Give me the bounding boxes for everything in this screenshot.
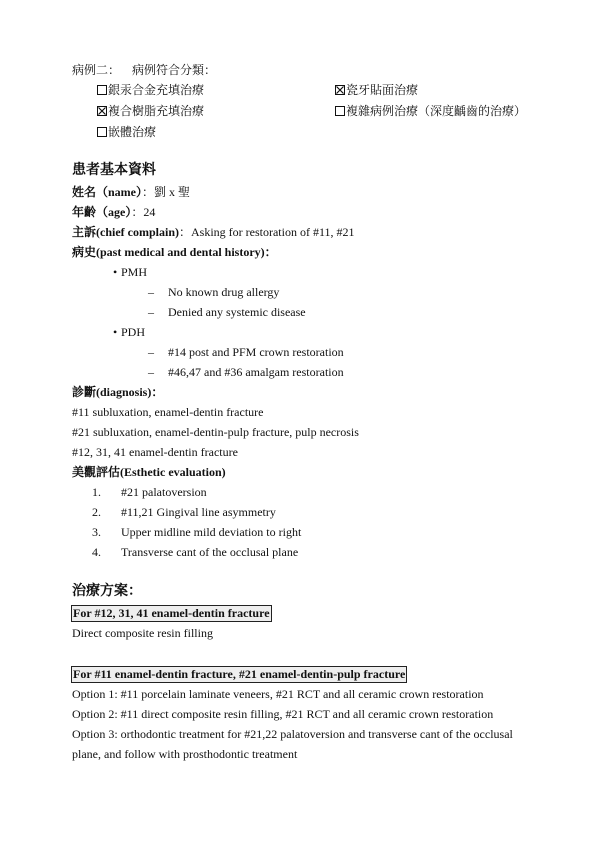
list-item [72,362,600,382]
treatment-group-title [72,603,600,623]
history-group-label: PMH [121,265,148,279]
complaint-value: ：Asking for restoration of #11, #21 [179,225,355,239]
list-item [72,542,600,562]
checkbox-icon [335,106,345,116]
complaint-label: 主訴(chief complain) [72,225,179,239]
history-item: #14 post and PFM crown restoration [168,345,344,359]
dash-icon: – [148,305,154,319]
history-item: Denied any systemic disease [168,305,306,319]
case-number-label: 病例二： [72,63,121,77]
list-item [72,302,600,322]
esthetic-label: 美觀評估(Esthetic evaluation) [72,465,226,479]
item-number: 2. [92,505,101,519]
history-group-pdh [72,322,600,342]
name-value: ：劉 x 聖 [142,185,191,199]
treatment-line: Direct composite resin filling [72,626,213,640]
category-label: 複合樹脂充填治療 [108,104,205,118]
patient-heading: 患者基本資料 [72,163,156,178]
patient-name-line [72,182,600,202]
category-amalgam [97,80,335,101]
checkbox-icon [335,85,345,95]
history-item: No known drug allergy [168,285,280,299]
history-label: 病史(past medical and dental history)： [72,245,277,259]
history-group-label: PDH [121,325,146,339]
diagnosis-label: 診斷(diagnosis)： [72,385,164,399]
classification-label: 病例符合分類： [132,63,217,77]
boxed-title: For #12, 31, 41 enamel-dentin fracture [73,606,270,620]
category-complex [335,101,600,122]
item-number: 3. [92,525,101,539]
boxed-title: For #11 enamel-dentin fracture, #21 enamel-dentin-pulp fracture [73,667,406,681]
category-composite [97,101,335,122]
list-item [72,342,600,362]
list-item [72,282,600,302]
treatment-heading: 治療方案： [72,584,142,599]
category-label: 嵌體治療 [108,125,157,139]
case-intro-line [72,60,600,80]
dash-icon: – [148,365,154,379]
history-group-pmh [72,262,600,282]
chief-complaint-line [72,222,600,242]
diagnosis-item: #12, 31, 41 enamel-dentin fracture [72,445,238,459]
treatment-option: Option 1: #11 porcelain laminate veneers, #21 RCT and all ceramic crown restoration [72,687,484,701]
age-label: 年齡（age） [72,205,132,219]
esthetic-item: #21 palatoversion [121,485,207,499]
category-label: 瓷牙貼面治療 [346,83,419,97]
category-label: 複雜病例治療（深度齲齒的治療） [346,104,527,118]
dash-icon: – [148,285,154,299]
category-label: 銀汞合金充填治療 [108,83,205,97]
patient-age-line [72,202,600,222]
bullet-icon: • [113,265,118,279]
checkbox-icon [97,127,107,137]
list-item [72,482,600,502]
history-item: #46,47 and #36 amalgam restoration [168,365,344,379]
category-checklist [97,80,600,143]
treatment-option: Option 3: orthodontic treatment for #21,22 palatoversion and transverse cant of the occlusal plane, and follow with prosthodontic treatment [72,727,513,761]
list-item [72,522,600,542]
esthetic-item: Upper midline mild deviation to right [121,525,302,539]
checkbox-icon [97,106,107,116]
esthetic-item: Transverse cant of the occlusal plane [121,545,299,559]
bullet-icon: • [113,325,118,339]
dash-icon: – [148,345,154,359]
item-number: 4. [92,545,101,559]
category-inlay [97,122,335,143]
diagnosis-item: #11 subluxation, enamel-dentin fracture [72,405,264,419]
checkbox-icon [97,85,107,95]
treatment-group-title [72,664,600,684]
name-label: 姓名（name） [72,185,142,199]
treatment-option: Option 2: #11 direct composite resin filling, #21 RCT and all ceramic crown restoration [72,707,494,721]
list-item [72,502,600,522]
spacer [72,643,600,664]
esthetic-item: #11,21 Gingival line asymmetry [121,505,276,519]
diagnosis-item: #21 subluxation, enamel-dentin-pulp fracture, pulp necrosis [72,425,359,439]
category-veneer [335,80,600,101]
item-number: 1. [92,485,101,499]
age-value: ：24 [131,205,156,219]
